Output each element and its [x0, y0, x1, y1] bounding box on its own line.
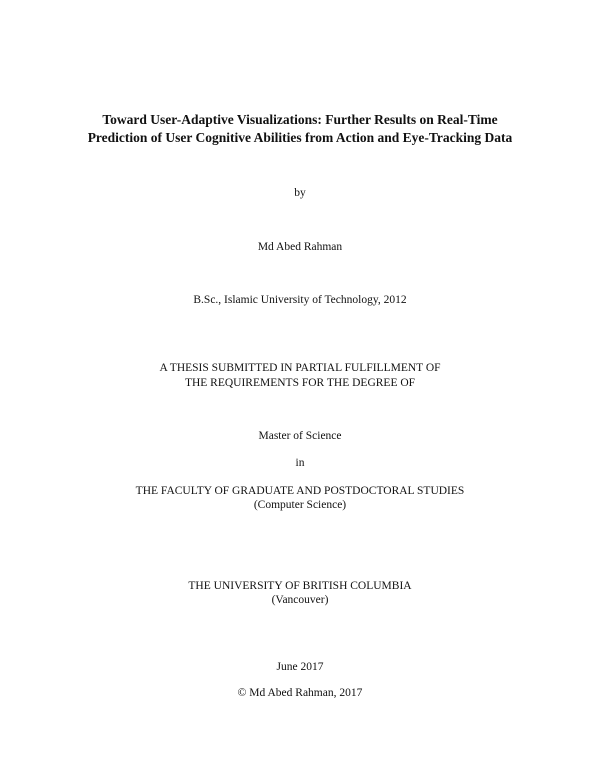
university-name: THE UNIVERSITY OF BRITISH COLUMBIA [188, 580, 412, 592]
submission-date: June 2017 [276, 661, 324, 673]
prior-degree: B.Sc., Islamic University of Technology, 2012 [193, 294, 407, 306]
department-name: (Computer Science) [253, 499, 347, 511]
submission-statement-line-2: THE REQUIREMENTS FOR THE DEGREE OF [184, 377, 416, 389]
submission-statement-line-1: A THESIS SUBMITTED IN PARTIAL FULFILLMENT OF [159, 362, 441, 374]
thesis-title-line-2: Prediction of User Cognitive Abilities from Action and Eye-Tracking Data [87, 130, 513, 145]
faculty-name: THE FACULTY OF GRADUATE AND POSTDOCTORAL STUDIES [135, 485, 465, 497]
thesis-title-line-1: Toward User-Adaptive Visualizations: Further Results on Real-Time [102, 112, 498, 127]
author-name: Md Abed Rahman [257, 241, 343, 253]
in-label: in [295, 457, 305, 469]
university-campus: (Vancouver) [271, 594, 329, 606]
copyright-notice: © Md Abed Rahman, 2017 [237, 687, 363, 699]
degree-name: Master of Science [258, 430, 342, 442]
by-label: by [294, 187, 306, 199]
